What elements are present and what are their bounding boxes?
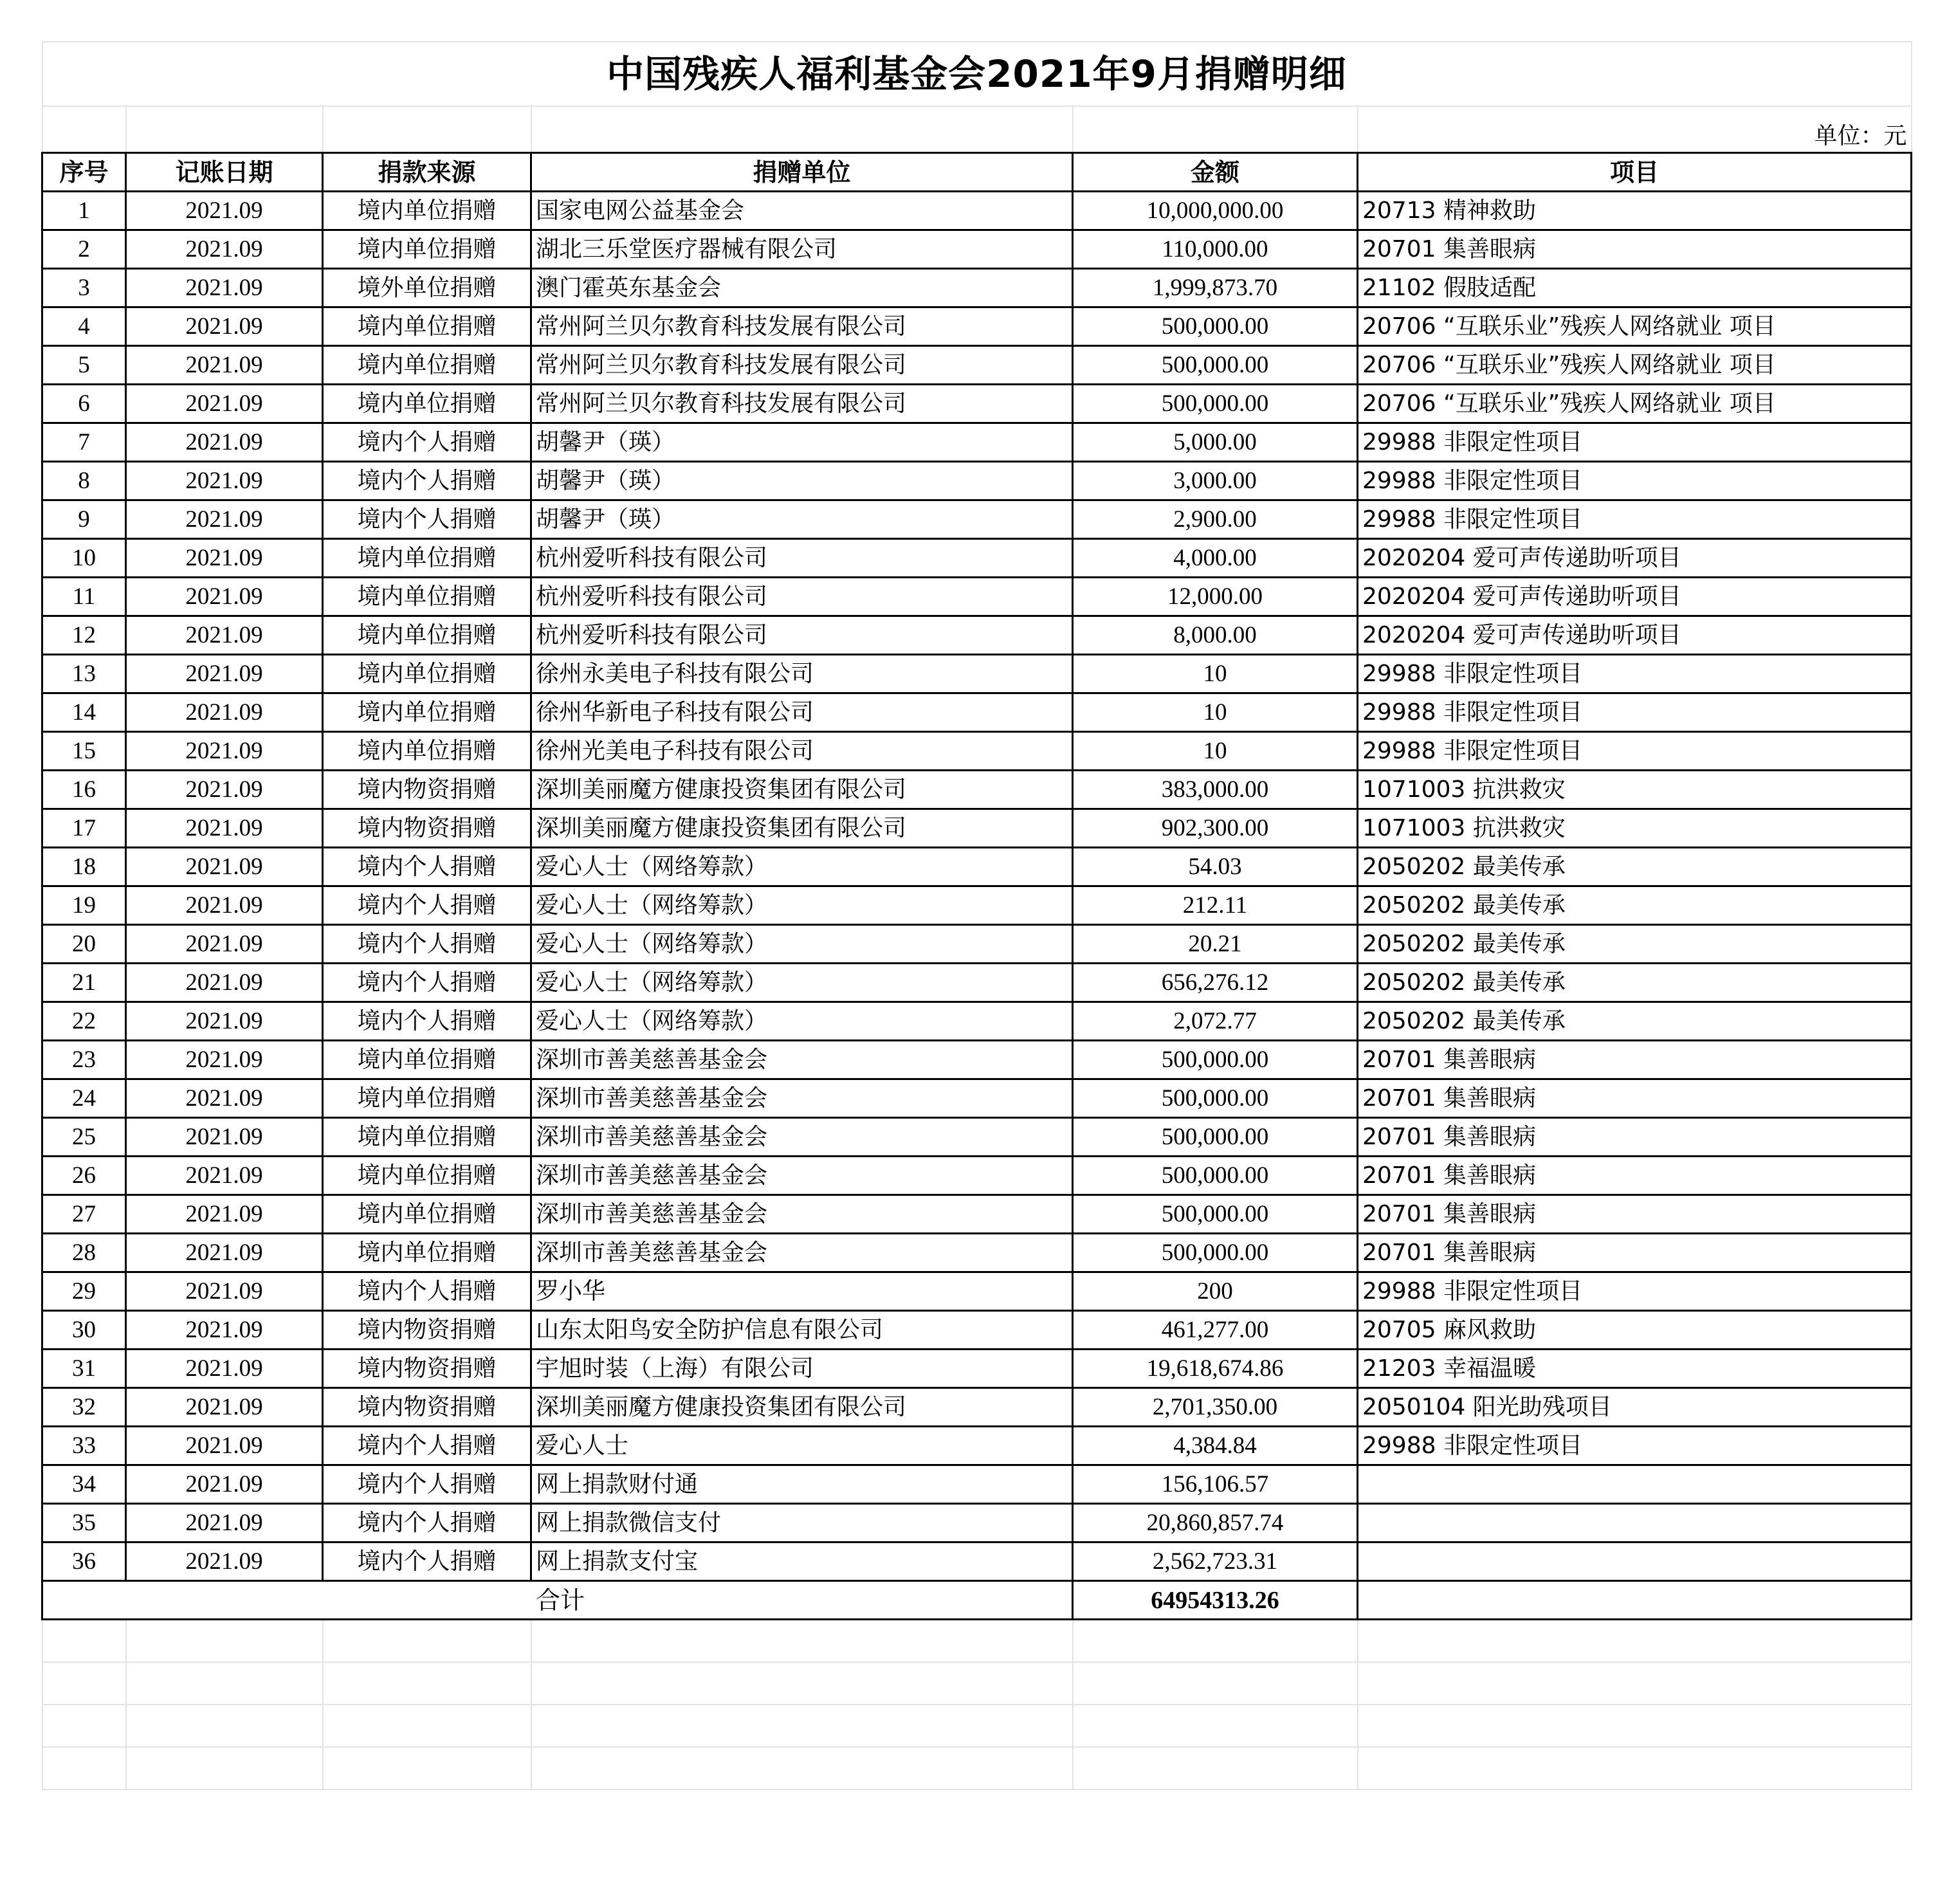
cell-donor: 徐州光美电子科技有限公司 — [531, 732, 1073, 771]
cell-project: 21102 假肢适配 — [1358, 269, 1912, 307]
cell-no: 30 — [42, 1311, 126, 1350]
blank-cell — [42, 1747, 126, 1790]
total-label: 合计 — [42, 1581, 1073, 1620]
cell-project: 2020204 爱可声传递助听项目 — [1358, 539, 1912, 578]
cell-project: 20701 集善眼病 — [1358, 1079, 1912, 1118]
cell-no: 33 — [42, 1427, 126, 1465]
cell-project: 2050202 最美传承 — [1358, 1002, 1912, 1041]
cell-source: 境内个人捐赠 — [323, 964, 531, 1002]
cell-donor: 胡馨尹（瑛） — [531, 462, 1073, 500]
cell-no: 11 — [42, 578, 126, 616]
cell-amount: 4,000.00 — [1073, 539, 1358, 578]
blank-cell — [1358, 1620, 1912, 1663]
cell-no: 7 — [42, 423, 126, 462]
cell-date: 2021.09 — [126, 1427, 323, 1465]
cell-date: 2021.09 — [126, 1079, 323, 1118]
cell-source: 境内物资捐赠 — [323, 1388, 531, 1427]
cell-donor: 爱心人士（网络筹款） — [531, 925, 1073, 964]
blank-cell — [1358, 1747, 1912, 1790]
cell-source: 境内个人捐赠 — [323, 848, 531, 886]
cell-amount: 200 — [1073, 1272, 1358, 1311]
cell-date: 2021.09 — [126, 1350, 323, 1388]
cell-amount: 20,860,857.74 — [1073, 1504, 1358, 1542]
cell-project: 20706 “互联乐业”残疾人网络就业 项目 — [1358, 307, 1912, 346]
cell-project: 20701 集善眼病 — [1358, 230, 1912, 269]
cell-amount: 212.11 — [1073, 886, 1358, 925]
cell-amount: 383,000.00 — [1073, 771, 1358, 809]
header-project: 项目 — [1358, 153, 1912, 192]
cell-source: 境内单位捐赠 — [323, 307, 531, 346]
cell-no: 10 — [42, 539, 126, 578]
table-row — [42, 230, 1912, 269]
cell-amount: 656,276.12 — [1073, 964, 1358, 1002]
table-row — [42, 1504, 1912, 1542]
blank-cell — [42, 1620, 126, 1663]
cell-amount: 10 — [1073, 732, 1358, 771]
cell-project — [1358, 1504, 1912, 1542]
cell-donor: 深圳市善美慈善基金会 — [531, 1118, 1073, 1157]
cell-amount: 500,000.00 — [1073, 1118, 1358, 1157]
cell-source: 境内单位捐赠 — [323, 385, 531, 423]
cell-no: 36 — [42, 1542, 126, 1581]
table-row — [42, 500, 1912, 539]
table-row — [42, 1041, 1912, 1079]
cell-amount: 12,000.00 — [1073, 578, 1358, 616]
table-row — [42, 1157, 1912, 1195]
cell-date: 2021.09 — [126, 385, 323, 423]
blank-cell — [126, 1662, 323, 1705]
cell-project: 20701 集善眼病 — [1358, 1195, 1912, 1234]
cell-project: 1071003 抗洪救灾 — [1358, 771, 1912, 809]
cell-project: 2050202 最美传承 — [1358, 886, 1912, 925]
cell-source: 境内物资捐赠 — [323, 809, 531, 848]
table-row — [42, 1427, 1912, 1465]
table-row — [42, 423, 1912, 462]
cell-no: 24 — [42, 1079, 126, 1118]
cell-amount: 461,277.00 — [1073, 1311, 1358, 1350]
table-row — [42, 462, 1912, 500]
cell-project: 20706 “互联乐业”残疾人网络就业 项目 — [1358, 385, 1912, 423]
cell-donor: 胡馨尹（瑛） — [531, 500, 1073, 539]
table-row — [42, 1272, 1912, 1311]
cell-project — [1358, 1542, 1912, 1581]
cell-amount: 10 — [1073, 655, 1358, 693]
table-row — [42, 848, 1912, 886]
table-row — [42, 1311, 1912, 1350]
cell-amount: 2,701,350.00 — [1073, 1388, 1358, 1427]
cell-project — [1358, 1465, 1912, 1504]
table-row — [42, 307, 1912, 346]
cell-date: 2021.09 — [126, 1272, 323, 1311]
cell-no: 3 — [42, 269, 126, 307]
empty-cell — [323, 106, 531, 153]
cell-source: 境内单位捐赠 — [323, 1157, 531, 1195]
cell-date: 2021.09 — [126, 269, 323, 307]
cell-date: 2021.09 — [126, 964, 323, 1002]
cell-project: 2050202 最美传承 — [1358, 964, 1912, 1002]
header-no: 序号 — [42, 153, 126, 192]
blank-cell — [1073, 1747, 1358, 1790]
cell-amount: 2,072.77 — [1073, 1002, 1358, 1041]
cell-donor: 爱心人士 — [531, 1427, 1073, 1465]
cell-donor: 深圳市善美慈善基金会 — [531, 1079, 1073, 1118]
total-empty-cell — [1358, 1581, 1912, 1620]
cell-no: 18 — [42, 848, 126, 886]
cell-project: 21203 幸福温暖 — [1358, 1350, 1912, 1388]
cell-date: 2021.09 — [126, 1465, 323, 1504]
blank-cell — [126, 1747, 323, 1790]
cell-donor: 深圳市善美慈善基金会 — [531, 1234, 1073, 1272]
blank-cell — [323, 1747, 531, 1790]
cell-no: 14 — [42, 693, 126, 732]
cell-project: 2050202 最美传承 — [1358, 925, 1912, 964]
cell-donor: 杭州爱听科技有限公司 — [531, 578, 1073, 616]
cell-source: 境内个人捐赠 — [323, 1542, 531, 1581]
cell-date: 2021.09 — [126, 925, 323, 964]
cell-project: 29988 非限定性项目 — [1358, 732, 1912, 771]
cell-date: 2021.09 — [126, 1195, 323, 1234]
cell-source: 境内个人捐赠 — [323, 423, 531, 462]
table-row — [42, 732, 1912, 771]
cell-donor: 常州阿兰贝尔教育科技发展有限公司 — [531, 307, 1073, 346]
cell-no: 27 — [42, 1195, 126, 1234]
table-row — [42, 809, 1912, 848]
table-row — [42, 693, 1912, 732]
empty-cell — [1073, 106, 1358, 153]
cell-amount: 500,000.00 — [1073, 1234, 1358, 1272]
header-row — [42, 153, 1912, 192]
cell-date: 2021.09 — [126, 1157, 323, 1195]
cell-donor: 爱心人士（网络筹款） — [531, 1002, 1073, 1041]
cell-project: 2050104 阳光助残项目 — [1358, 1388, 1912, 1427]
cell-date: 2021.09 — [126, 693, 323, 732]
cell-donor: 胡馨尹（瑛） — [531, 423, 1073, 462]
cell-date: 2021.09 — [126, 886, 323, 925]
cell-donor: 深圳市善美慈善基金会 — [531, 1157, 1073, 1195]
table-row — [42, 1234, 1912, 1272]
blank-cell — [1073, 1662, 1358, 1705]
cell-project: 29988 非限定性项目 — [1358, 462, 1912, 500]
cell-date: 2021.09 — [126, 809, 323, 848]
cell-source: 境内单位捐赠 — [323, 1118, 531, 1157]
cell-no: 25 — [42, 1118, 126, 1157]
blank-cell — [126, 1705, 323, 1747]
cell-project: 20701 集善眼病 — [1358, 1157, 1912, 1195]
cell-donor: 深圳美丽魔方健康投资集团有限公司 — [531, 1388, 1073, 1427]
cell-source: 境内单位捐赠 — [323, 230, 531, 269]
table-row — [42, 539, 1912, 578]
cell-date: 2021.09 — [126, 1311, 323, 1350]
cell-donor: 深圳美丽魔方健康投资集团有限公司 — [531, 809, 1073, 848]
cell-source: 境内单位捐赠 — [323, 1041, 531, 1079]
blank-cell — [1073, 1705, 1358, 1747]
cell-date: 2021.09 — [126, 1542, 323, 1581]
cell-amount: 500,000.00 — [1073, 1079, 1358, 1118]
cell-donor: 国家电网公益基金会 — [531, 192, 1073, 230]
cell-project: 20706 “互联乐业”残疾人网络就业 项目 — [1358, 346, 1912, 385]
cell-source: 境内单位捐赠 — [323, 693, 531, 732]
cell-date: 2021.09 — [126, 1504, 323, 1542]
table-row — [42, 269, 1912, 307]
cell-source: 境内物资捐赠 — [323, 1350, 531, 1388]
cell-date: 2021.09 — [126, 192, 323, 230]
cell-date: 2021.09 — [126, 307, 323, 346]
cell-no: 6 — [42, 385, 126, 423]
donation-table — [41, 41, 1912, 1790]
cell-project: 20705 麻风救助 — [1358, 1311, 1912, 1350]
cell-no: 4 — [42, 307, 126, 346]
cell-no: 35 — [42, 1504, 126, 1542]
cell-no: 23 — [42, 1041, 126, 1079]
cell-amount: 500,000.00 — [1073, 385, 1358, 423]
cell-project: 29988 非限定性项目 — [1358, 423, 1912, 462]
cell-amount: 500,000.00 — [1073, 1195, 1358, 1234]
cell-project: 29988 非限定性项目 — [1358, 655, 1912, 693]
cell-no: 17 — [42, 809, 126, 848]
cell-project: 2020204 爱可声传递助听项目 — [1358, 616, 1912, 655]
cell-no: 9 — [42, 500, 126, 539]
cell-no: 28 — [42, 1234, 126, 1272]
cell-amount: 2,562,723.31 — [1073, 1542, 1358, 1581]
cell-date: 2021.09 — [126, 1234, 323, 1272]
table-row — [42, 925, 1912, 964]
cell-source: 境内个人捐赠 — [323, 500, 531, 539]
cell-donor: 山东太阳鸟安全防护信息有限公司 — [531, 1311, 1073, 1350]
blank-cell — [323, 1620, 531, 1663]
cell-date: 2021.09 — [126, 539, 323, 578]
cell-date: 2021.09 — [126, 346, 323, 385]
cell-date: 2021.09 — [126, 616, 323, 655]
cell-donor: 杭州爱听科技有限公司 — [531, 539, 1073, 578]
cell-date: 2021.09 — [126, 771, 323, 809]
cell-donor: 澳门霍英东基金会 — [531, 269, 1073, 307]
cell-donor: 常州阿兰贝尔教育科技发展有限公司 — [531, 346, 1073, 385]
cell-amount: 2,900.00 — [1073, 500, 1358, 539]
spreadsheet — [41, 41, 1910, 1790]
cell-project: 29988 非限定性项目 — [1358, 1272, 1912, 1311]
table-row — [42, 1542, 1912, 1581]
cell-no: 32 — [42, 1388, 126, 1427]
blank-cell — [42, 1705, 126, 1747]
blank-cell — [126, 1620, 323, 1663]
cell-source: 境内个人捐赠 — [323, 1272, 531, 1311]
header-amount: 金额 — [1073, 153, 1358, 192]
table-row — [42, 385, 1912, 423]
cell-donor: 常州阿兰贝尔教育科技发展有限公司 — [531, 385, 1073, 423]
cell-amount: 500,000.00 — [1073, 1041, 1358, 1079]
table-row — [42, 1002, 1912, 1041]
cell-source: 境内个人捐赠 — [323, 462, 531, 500]
cell-no: 34 — [42, 1465, 126, 1504]
cell-project: 20701 集善眼病 — [1358, 1118, 1912, 1157]
table-row — [42, 1195, 1912, 1234]
cell-donor: 爱心人士（网络筹款） — [531, 964, 1073, 1002]
cell-project: 29988 非限定性项目 — [1358, 1427, 1912, 1465]
cell-date: 2021.09 — [126, 1388, 323, 1427]
cell-donor: 网上捐款微信支付 — [531, 1504, 1073, 1542]
total-row — [42, 1581, 1912, 1620]
cell-no: 19 — [42, 886, 126, 925]
blank-cell — [1073, 1620, 1358, 1663]
table-row — [42, 771, 1912, 809]
cell-project: 20713 精神救助 — [1358, 192, 1912, 230]
cell-amount: 500,000.00 — [1073, 307, 1358, 346]
empty-cell — [531, 106, 1073, 153]
cell-date: 2021.09 — [126, 1041, 323, 1079]
cell-amount: 4,384.84 — [1073, 1427, 1358, 1465]
cell-no: 31 — [42, 1350, 126, 1388]
cell-amount: 500,000.00 — [1073, 346, 1358, 385]
cell-donor: 爱心人士（网络筹款） — [531, 886, 1073, 925]
table-row — [42, 886, 1912, 925]
table-row — [42, 1465, 1912, 1504]
cell-date: 2021.09 — [126, 462, 323, 500]
cell-no: 22 — [42, 1002, 126, 1041]
cell-source: 境内单位捐赠 — [323, 732, 531, 771]
table-row — [42, 346, 1912, 385]
cell-donor: 徐州永美电子科技有限公司 — [531, 655, 1073, 693]
unit-label: 单位：元 — [1358, 106, 1912, 153]
cell-no: 21 — [42, 964, 126, 1002]
cell-source: 境内单位捐赠 — [323, 1234, 531, 1272]
cell-project: 20701 集善眼病 — [1358, 1234, 1912, 1272]
cell-donor: 网上捐款财付通 — [531, 1465, 1073, 1504]
cell-date: 2021.09 — [126, 848, 323, 886]
cell-source: 境内个人捐赠 — [323, 1002, 531, 1041]
table-row — [42, 578, 1912, 616]
table-row — [42, 1350, 1912, 1388]
cell-amount: 10,000,000.00 — [1073, 192, 1358, 230]
cell-project: 1071003 抗洪救灾 — [1358, 809, 1912, 848]
sheet-title: 中国残疾人福利基金会2021年9月捐赠明细 — [42, 42, 1912, 106]
cell-donor: 网上捐款支付宝 — [531, 1542, 1073, 1581]
cell-donor: 宇旭时装（上海）有限公司 — [531, 1350, 1073, 1388]
cell-no: 13 — [42, 655, 126, 693]
cell-donor: 杭州爱听科技有限公司 — [531, 616, 1073, 655]
blank-cell — [323, 1662, 531, 1705]
cell-amount: 5,000.00 — [1073, 423, 1358, 462]
cell-no: 8 — [42, 462, 126, 500]
table-row — [42, 1388, 1912, 1427]
cell-amount: 20.21 — [1073, 925, 1358, 964]
table-row — [42, 616, 1912, 655]
cell-no: 20 — [42, 925, 126, 964]
cell-donor: 罗小华 — [531, 1272, 1073, 1311]
cell-no: 12 — [42, 616, 126, 655]
cell-no: 16 — [42, 771, 126, 809]
cell-source: 境内个人捐赠 — [323, 1465, 531, 1504]
blank-cell — [531, 1705, 1073, 1747]
cell-date: 2021.09 — [126, 230, 323, 269]
cell-amount: 500,000.00 — [1073, 1157, 1358, 1195]
cell-amount: 19,618,674.86 — [1073, 1350, 1358, 1388]
table-row — [42, 192, 1912, 230]
cell-source: 境内个人捐赠 — [323, 1427, 531, 1465]
cell-no: 15 — [42, 732, 126, 771]
cell-date: 2021.09 — [126, 578, 323, 616]
cell-source: 境内单位捐赠 — [323, 1079, 531, 1118]
blank-cell — [323, 1705, 531, 1747]
cell-date: 2021.09 — [126, 732, 323, 771]
cell-amount: 8,000.00 — [1073, 616, 1358, 655]
cell-source: 境内物资捐赠 — [323, 1311, 531, 1350]
cell-source: 境内单位捐赠 — [323, 655, 531, 693]
cell-amount: 1,999,873.70 — [1073, 269, 1358, 307]
cell-no: 26 — [42, 1157, 126, 1195]
cell-donor: 湖北三乐堂医疗器械有限公司 — [531, 230, 1073, 269]
cell-no: 1 — [42, 192, 126, 230]
empty-cell — [126, 106, 323, 153]
cell-source: 境内个人捐赠 — [323, 886, 531, 925]
blank-cell — [1358, 1662, 1912, 1705]
cell-project: 2020204 爱可声传递助听项目 — [1358, 578, 1912, 616]
cell-date: 2021.09 — [126, 1118, 323, 1157]
cell-donor: 深圳市善美慈善基金会 — [531, 1041, 1073, 1079]
cell-amount: 902,300.00 — [1073, 809, 1358, 848]
cell-donor: 深圳市善美慈善基金会 — [531, 1195, 1073, 1234]
cell-amount: 54.03 — [1073, 848, 1358, 886]
cell-no: 5 — [42, 346, 126, 385]
blank-cell — [531, 1747, 1073, 1790]
cell-source: 境内单位捐赠 — [323, 616, 531, 655]
cell-amount: 156,106.57 — [1073, 1465, 1358, 1504]
cell-source: 境内单位捐赠 — [323, 578, 531, 616]
table-row — [42, 655, 1912, 693]
cell-no: 29 — [42, 1272, 126, 1311]
cell-amount: 110,000.00 — [1073, 230, 1358, 269]
cell-date: 2021.09 — [126, 500, 323, 539]
cell-donor: 深圳美丽魔方健康投资集团有限公司 — [531, 771, 1073, 809]
header-donor: 捐赠单位 — [531, 153, 1073, 192]
header-date: 记账日期 — [126, 153, 323, 192]
cell-source: 境内个人捐赠 — [323, 1504, 531, 1542]
cell-source: 境内个人捐赠 — [323, 925, 531, 964]
total-value: 64954313.26 — [1073, 1581, 1358, 1620]
table-row — [42, 1079, 1912, 1118]
cell-source: 境内单位捐赠 — [323, 1195, 531, 1234]
cell-date: 2021.09 — [126, 1002, 323, 1041]
cell-donor: 徐州华新电子科技有限公司 — [531, 693, 1073, 732]
cell-project: 29988 非限定性项目 — [1358, 500, 1912, 539]
table-row — [42, 964, 1912, 1002]
cell-project: 20701 集善眼病 — [1358, 1041, 1912, 1079]
cell-source: 境内单位捐赠 — [323, 539, 531, 578]
cell-date: 2021.09 — [126, 655, 323, 693]
header-source: 捐款来源 — [323, 153, 531, 192]
cell-amount: 3,000.00 — [1073, 462, 1358, 500]
cell-source: 境内物资捐赠 — [323, 771, 531, 809]
cell-project: 2050202 最美传承 — [1358, 848, 1912, 886]
empty-cell — [42, 106, 126, 153]
cell-donor: 爱心人士（网络筹款） — [531, 848, 1073, 886]
blank-cell — [1358, 1705, 1912, 1747]
cell-source: 境内单位捐赠 — [323, 346, 531, 385]
cell-source: 境内单位捐赠 — [323, 192, 531, 230]
blank-cell — [42, 1662, 126, 1705]
table-row — [42, 1118, 1912, 1157]
cell-source: 境外单位捐赠 — [323, 269, 531, 307]
cell-project: 29988 非限定性项目 — [1358, 693, 1912, 732]
cell-amount: 10 — [1073, 693, 1358, 732]
blank-cell — [531, 1662, 1073, 1705]
blank-cell — [531, 1620, 1073, 1663]
cell-no: 2 — [42, 230, 126, 269]
cell-date: 2021.09 — [126, 423, 323, 462]
